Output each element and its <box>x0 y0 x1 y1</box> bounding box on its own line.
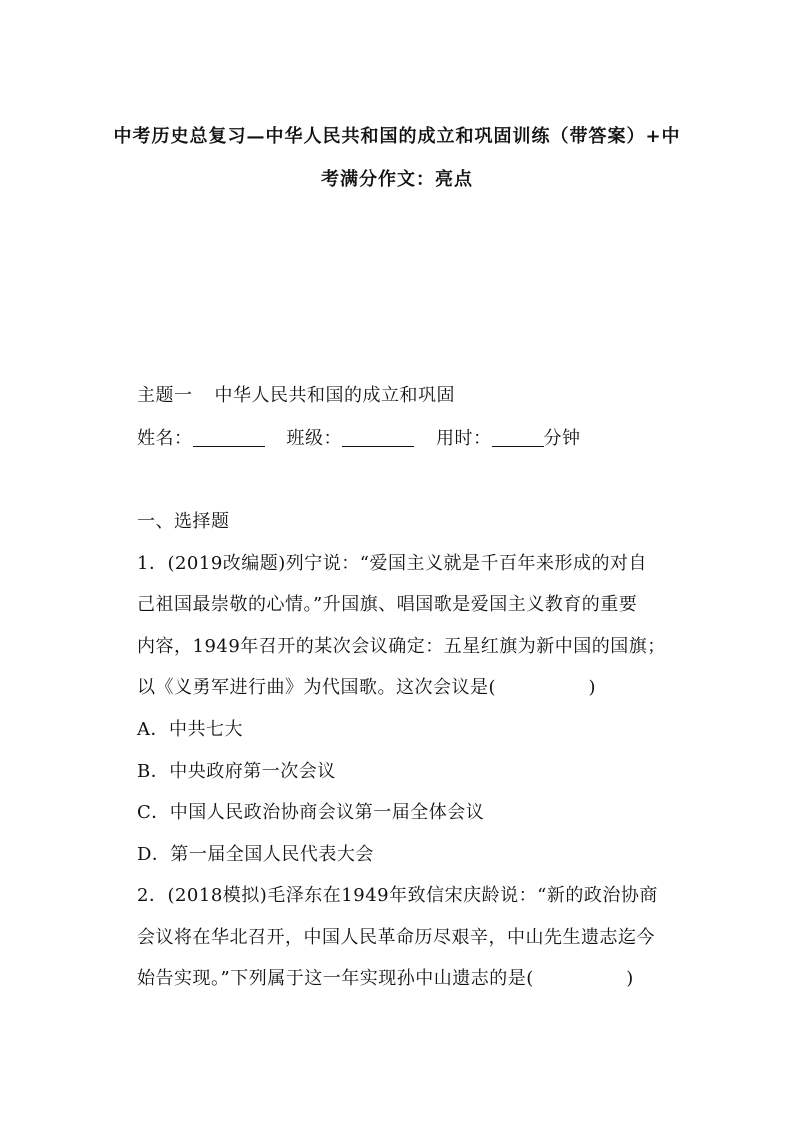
question1-line: 1．(2019改编题)列宁说：“爱国主义就是千百年来形成的对自 <box>137 553 648 574</box>
document-title-line2: 考满分作文：亮点 <box>321 169 473 190</box>
topic-name: 中华人民共和国的成立和巩固 <box>214 385 455 406</box>
time-unit: 分钟 <box>543 428 581 449</box>
question1-option-a: A．中共七大 <box>137 719 243 740</box>
section-heading: 一、选择题 <box>137 511 230 532</box>
class-blank <box>342 428 414 447</box>
question1-line: 以《义勇军进行曲》为代国歌。这次会议是( ) <box>137 677 597 698</box>
question1-line: 己祖国最崇敬的心情。”升国旗、唱国歌是爱国主义教育的重要 <box>137 594 638 615</box>
topic-heading <box>137 381 455 407</box>
question1-option-c: C．中国人民政治协商会议第一届全体会议 <box>137 802 485 823</box>
time-blank <box>492 428 544 447</box>
student-info-row <box>137 424 581 450</box>
question2-line: 2．(2018模拟)毛泽东在1949年致信宋庆龄说：“新的政治协商 <box>137 885 658 906</box>
topic-label: 主题一 <box>137 385 193 406</box>
time-label: 用时： <box>436 428 492 449</box>
question2-line: 始告实现。”下列属于这一年实现孙中山遗志的是( ) <box>137 968 634 989</box>
question1-line: 内容，1949年召开的某次会议确定：五星红旗为新中国的国旗； <box>137 636 666 657</box>
question1-option-b: B．中央政府第一次会议 <box>137 761 336 782</box>
class-label: 班级： <box>286 428 342 449</box>
document-title-line1: 中考历史总复习—中华人民共和国的成立和巩固训练（带答案）+中 <box>113 126 681 147</box>
question1-option-d: D．第一届全国人民代表大会 <box>137 844 374 865</box>
name-blank <box>193 428 265 447</box>
question2-line: 会议将在华北召开，中国人民革命历尽艰辛，中山先生遗志迄今 <box>137 927 655 948</box>
name-label: 姓名： <box>137 428 193 449</box>
